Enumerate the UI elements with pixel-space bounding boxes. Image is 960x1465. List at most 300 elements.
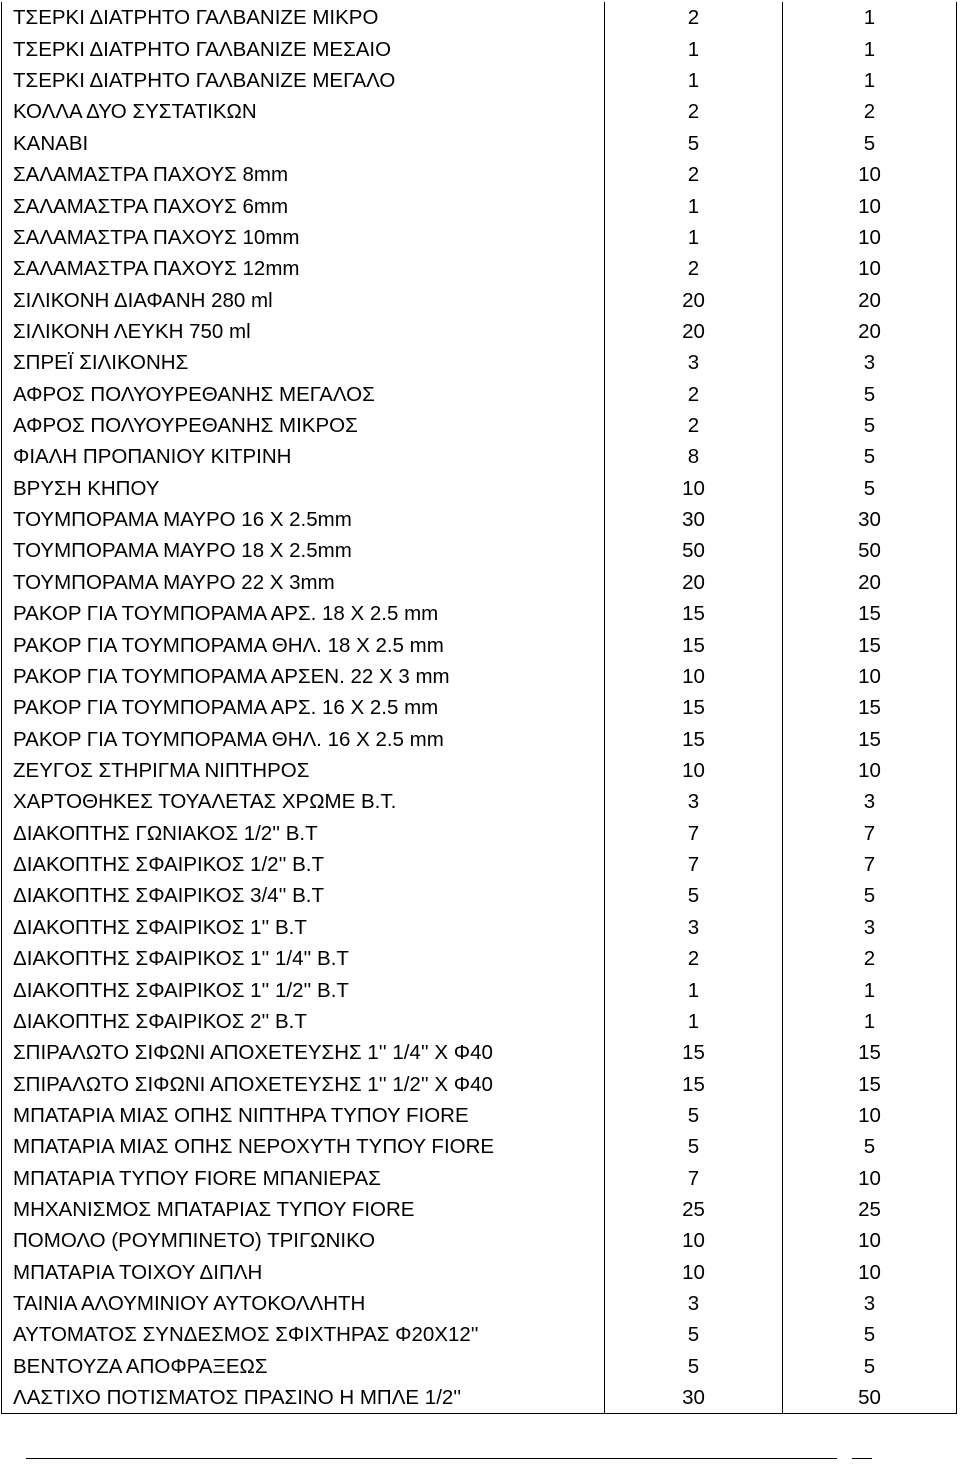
item-description-cell: [2, 347, 605, 378]
quantity-2-cell: [783, 1037, 957, 1068]
quantity-2-cell: [783, 316, 957, 347]
table-row: [2, 692, 957, 723]
quantity-1-cell: [605, 1037, 783, 1068]
quantity-1-cell: [605, 253, 783, 284]
quantity-2-cell: [783, 692, 957, 723]
quantity-2-cell: [783, 817, 957, 848]
item-description-text: ΜΠΑΤΑΡΙΑ ΤΥΠΟΥ FIORE ΜΠΑΝΙΕΡΑΣ: [13, 1166, 381, 1190]
item-description-cell: [2, 849, 605, 880]
quantity-2-text: 2: [863, 947, 876, 971]
item-description-text: ΜΠΑΤΑΡΙΑ ΜΙΑΣ ΟΠΗΣ ΝΕΡΟΧΥΤΗ ΤΥΠΟΥ FIORE: [13, 1135, 495, 1159]
quantity-1-text: 5: [687, 1135, 700, 1159]
materials-table-body: [2, 2, 957, 1413]
item-description-cell: [2, 1288, 605, 1319]
quantity-1-cell: [605, 1319, 783, 1350]
quantity-1-cell: [605, 33, 783, 64]
item-description-cell: [2, 159, 605, 190]
quantity-1-text: 20: [682, 570, 705, 594]
table-row: [2, 1194, 957, 1225]
table-row: [2, 1068, 957, 1099]
item-description-cell: [2, 880, 605, 911]
quantity-2-cell: [783, 378, 957, 409]
item-description-text: ΖΕΥΓΟΣ ΣΤΗΡΙΓΜΑ ΝΙΠΤΗΡΟΣ: [13, 758, 310, 782]
item-description-cell: [2, 33, 605, 64]
item-description-text: ΣΠΙΡΑΛΩΤΟ ΣΙΦΩΝΙ ΑΠΟΧΕΤΕΥΣΗΣ 1'' 1/4'' Χ Φ40: [13, 1041, 493, 1065]
quantity-2-text: 5: [863, 1135, 876, 1159]
quantity-1-cell: [605, 347, 783, 378]
quantity-2-text: 30: [858, 508, 881, 532]
quantity-1-text: 2: [687, 257, 700, 281]
table-row: [2, 1037, 957, 1068]
item-description-text: ΣΙΛΙΚΟΝΗ ΔΙΑΦΑΝΗ 280 ml: [13, 288, 273, 312]
item-description-text: ΤΑΙΝΙΑ ΑΛΟΥΜΙΝΙΟΥ ΑΥΤΟΚΟΛΛΗΤΗ: [13, 1292, 366, 1316]
item-description-text: ΑΦΡΟΣ ΠΟΛΥΟΥΡΕΘΑΝΗΣ ΜΙΚΡΟΣ: [13, 414, 358, 438]
quantity-2-text: 10: [858, 225, 881, 249]
quantity-2-text: 15: [858, 1041, 881, 1065]
quantity-1-cell: [605, 880, 783, 911]
item-description-text: ΜΠΑΤΑΡΙΑ ΤΟΙΧΟΥ ΔΙΠΛΗ: [13, 1260, 263, 1284]
quantity-2-text: 10: [858, 1260, 881, 1284]
table-row: [2, 222, 957, 253]
table-row: [2, 974, 957, 1005]
quantity-2-cell: [783, 723, 957, 754]
quantity-1-text: 15: [682, 633, 705, 657]
quantity-1-cell: [605, 1068, 783, 1099]
item-description-cell: [2, 629, 605, 660]
quantity-2-text: 3: [863, 351, 876, 375]
item-description-cell: [2, 943, 605, 974]
quantity-1-cell: [605, 1131, 783, 1162]
item-description-text: ΔΙΑΚΟΠΤΗΣ ΣΦΑΙΡΙΚΟΣ 1'' 1/2'' Β.Τ: [13, 978, 349, 1002]
item-description-text: ΡΑΚΟΡ ΓΙΑ ΤΟΥΜΠΟΡΑΜΑ ΘΗΛ. 18 Χ 2.5 mm: [13, 633, 444, 657]
quantity-1-text: 15: [682, 727, 705, 751]
item-description-text: ΧΑΡΤΟΘΗΚΕΣ ΤΟΥΑΛΕΤΑΣ ΧΡΩΜΕ Β.Τ.: [13, 790, 397, 814]
quantity-1-cell: [605, 316, 783, 347]
quantity-1-text: 2: [687, 382, 700, 406]
item-description-cell: [2, 504, 605, 535]
quantity-1-text: 1: [687, 1009, 700, 1033]
item-description-text: ΣΠΙΡΑΛΩΤΟ ΣΙΦΩΝΙ ΑΠΟΧΕΤΕΥΣΗΣ 1'' 1/2'' Χ Φ40: [13, 1072, 493, 1096]
quantity-1-cell: [605, 504, 783, 535]
item-description-text: ΤΟΥΜΠΟΡΑΜΑ ΜΑΥΡΟ 18 Χ 2.5mm: [13, 539, 352, 563]
item-description-cell: [2, 1382, 605, 1413]
item-description-text: ΜΠΑΤΑΡΙΑ ΜΙΑΣ ΟΠΗΣ ΝΙΠΤΗΡΑ ΤΥΠΟΥ FIORE: [13, 1103, 469, 1127]
item-description-text: ΛΑΣΤΙΧΟ ΠΟΤΙΣΜΑΤΟΣ ΠΡΑΣΙΝΟ Η ΜΠΛΕ 1/2'': [13, 1385, 462, 1409]
quantity-2-cell: [783, 1256, 957, 1287]
quantity-2-text: 5: [863, 1323, 876, 1347]
quantity-1-cell: [605, 1288, 783, 1319]
quantity-2-cell: [783, 33, 957, 64]
quantity-1-cell: [605, 974, 783, 1005]
quantity-2-cell: [783, 504, 957, 535]
table-row: [2, 441, 957, 472]
item-description-cell: [2, 1068, 605, 1099]
quantity-2-text: 5: [863, 1354, 876, 1378]
quantity-2-cell: [783, 441, 957, 472]
quantity-1-text: 5: [687, 131, 700, 155]
item-description-text: ΤΣΕΡΚΙ ΔΙΑΤΡΗΤΟ ΓΑΛΒΑΝΙΖΕ ΜΙΚΡΟ: [13, 6, 379, 30]
quantity-2-text: 10: [858, 194, 881, 218]
quantity-1-cell: [605, 943, 783, 974]
quantity-1-text: 1: [687, 978, 700, 1002]
table-row: [2, 159, 957, 190]
quantity-1-text: 7: [687, 853, 700, 877]
quantity-2-text: 5: [863, 445, 876, 469]
quantity-2-cell: [783, 786, 957, 817]
quantity-2-text: 10: [858, 758, 881, 782]
table-row: [2, 661, 957, 692]
quantity-1-cell: [605, 723, 783, 754]
quantity-1-cell: [605, 535, 783, 566]
quantity-2-cell: [783, 2, 957, 33]
table-row: [2, 504, 957, 535]
item-description-text: ΑΦΡΟΣ ΠΟΛΥΟΥΡΕΘΑΝΗΣ ΜΕΓΑΛΟΣ: [13, 382, 375, 406]
quantity-1-cell: [605, 911, 783, 942]
item-description-cell: [2, 566, 605, 597]
quantity-2-cell: [783, 222, 957, 253]
table-row: [2, 1350, 957, 1381]
quantity-1-text: 50: [682, 539, 705, 563]
table-row: [2, 817, 957, 848]
item-description-text: ΣΑΛΑΜΑΣΤΡΑ ΠΑΧΟΥΣ 6mm: [13, 194, 289, 218]
quantity-2-cell: [783, 1350, 957, 1381]
quantity-1-cell: [605, 190, 783, 221]
quantity-1-cell: [605, 284, 783, 315]
item-description-text: ΔΙΑΚΟΠΤΗΣ ΣΦΑΙΡΙΚΟΣ 2'' Β.Τ: [13, 1009, 307, 1033]
item-description-text: ΔΙΑΚΟΠΤΗΣ ΣΦΑΙΡΙΚΟΣ 3/4'' Β.Τ: [13, 884, 324, 908]
item-description-cell: [2, 190, 605, 221]
quantity-1-cell: [605, 755, 783, 786]
quantity-2-cell: [783, 755, 957, 786]
table-row: [2, 1100, 957, 1131]
quantity-2-cell: [783, 849, 957, 880]
quantity-1-cell: [605, 1006, 783, 1037]
quantity-2-text: 10: [858, 163, 881, 187]
table-row: [2, 1006, 957, 1037]
item-description-text: ΔΙΑΚΟΠΤΗΣ ΓΩΝΙΑΚΟΣ 1/2'' Β.Τ: [13, 821, 318, 845]
quantity-1-cell: [605, 1350, 783, 1381]
item-description-cell: [2, 1162, 605, 1193]
item-description-text: ΤΟΥΜΠΟΡΑΜΑ ΜΑΥΡΟ 22 Χ 3mm: [13, 570, 335, 594]
quantity-2-cell: [783, 911, 957, 942]
quantity-1-cell: [605, 849, 783, 880]
quantity-2-text: 15: [858, 602, 881, 626]
quantity-2-cell: [783, 1319, 957, 1350]
quantity-2-cell: [783, 974, 957, 1005]
item-description-text: ΤΣΕΡΚΙ ΔΙΑΤΡΗΤΟ ΓΑΛΒΑΝΙΖΕ ΜΕΓΑΛΟ: [13, 69, 396, 93]
quantity-1-cell: [605, 159, 783, 190]
quantity-2-text: 1: [863, 6, 876, 30]
item-description-cell: [2, 96, 605, 127]
table-row: [2, 2, 957, 33]
item-description-cell: [2, 65, 605, 96]
table-row: [2, 253, 957, 284]
table-row: [2, 316, 957, 347]
item-description-text: ΑΥΤΟΜΑΤΟΣ ΣΥΝΔΕΣΜΟΣ ΣΦΙΧΤΗΡΑΣ Φ20Χ12'': [13, 1323, 479, 1347]
quantity-1-text: 5: [687, 1103, 700, 1127]
item-description-text: ΡΑΚΟΡ ΓΙΑ ΤΟΥΜΠΟΡΑΜΑ ΑΡΣ. 16 Χ 2.5 mm: [13, 696, 439, 720]
quantity-2-cell: [783, 566, 957, 597]
quantity-1-text: 30: [682, 508, 705, 532]
quantity-1-cell: [605, 1225, 783, 1256]
quantity-2-text: 7: [863, 853, 876, 877]
item-description-text: ΤΟΥΜΠΟΡΑΜΑ ΜΑΥΡΟ 16 Χ 2.5mm: [13, 508, 352, 532]
quantity-1-text: 3: [687, 790, 700, 814]
table-row: [2, 755, 957, 786]
quantity-1-text: 5: [687, 1323, 700, 1347]
quantity-1-text: 1: [687, 37, 700, 61]
quantity-2-text: 5: [863, 382, 876, 406]
quantity-2-cell: [783, 598, 957, 629]
table-row: [2, 1225, 957, 1256]
quantity-2-cell: [783, 1100, 957, 1131]
quantity-1-cell: [605, 1100, 783, 1131]
item-description-cell: [2, 598, 605, 629]
quantity-1-text: 10: [682, 1229, 705, 1253]
table-row: [2, 378, 957, 409]
quantity-1-text: 8: [687, 445, 700, 469]
table-row: [2, 566, 957, 597]
item-description-text: ΦΙΑΛΗ ΠΡΟΠΑΝΙΟΥ ΚΙΤΡΙΝΗ: [13, 445, 292, 469]
quantity-1-cell: [605, 598, 783, 629]
quantity-1-text: 2: [687, 947, 700, 971]
quantity-1-cell: [605, 410, 783, 441]
quantity-2-text: 5: [863, 476, 876, 500]
quantity-1-text: 7: [687, 821, 700, 845]
quantity-2-cell: [783, 127, 957, 158]
table-row: [2, 1382, 957, 1413]
quantity-2-cell: [783, 880, 957, 911]
quantity-2-text: 50: [858, 1385, 881, 1409]
item-description-text: ΔΙΑΚΟΠΤΗΣ ΣΦΑΙΡΙΚΟΣ 1/2'' Β.Τ: [13, 853, 324, 877]
quantity-1-text: 5: [687, 884, 700, 908]
quantity-2-cell: [783, 159, 957, 190]
quantity-2-cell: [783, 1225, 957, 1256]
quantity-2-cell: [783, 253, 957, 284]
quantity-2-text: 15: [858, 1072, 881, 1096]
quantity-1-cell: [605, 96, 783, 127]
table-row: [2, 535, 957, 566]
quantity-1-text: 20: [682, 319, 705, 343]
quantity-2-cell: [783, 1194, 957, 1225]
item-description-cell: [2, 974, 605, 1005]
item-description-cell: [2, 723, 605, 754]
table-row: [2, 65, 957, 96]
item-description-cell: [2, 535, 605, 566]
quantity-2-text: 1: [863, 978, 876, 1002]
item-description-cell: [2, 1350, 605, 1381]
quantity-1-cell: [605, 127, 783, 158]
quantity-1-text: 3: [687, 915, 700, 939]
quantity-1-cell: [605, 661, 783, 692]
quantity-2-text: 15: [858, 633, 881, 657]
quantity-2-text: 25: [858, 1198, 881, 1222]
table-row: [2, 943, 957, 974]
quantity-2-text: 20: [858, 288, 881, 312]
item-description-text: ΚΟΛΛΑ ΔΥΟ ΣΥΣΤΑΤΙΚΩΝ: [13, 100, 257, 124]
quantity-1-text: 15: [682, 602, 705, 626]
item-description-cell: [2, 472, 605, 503]
quantity-1-text: 2: [687, 100, 700, 124]
item-description-cell: [2, 755, 605, 786]
table-row: [2, 1162, 957, 1193]
item-description-cell: [2, 1256, 605, 1287]
item-description-cell: [2, 253, 605, 284]
quantity-2-text: 10: [858, 1103, 881, 1127]
table-row: [2, 1256, 957, 1287]
quantity-2-text: 5: [863, 131, 876, 155]
quantity-1-cell: [605, 1382, 783, 1413]
item-description-cell: [2, 441, 605, 472]
item-description-text: ΣΙΛΙΚΟΝΗ ΛΕΥΚΗ 750 ml: [13, 319, 251, 343]
quantity-2-text: 15: [858, 696, 881, 720]
quantity-1-text: 10: [682, 664, 705, 688]
quantity-2-cell: [783, 65, 957, 96]
table-row: [2, 1288, 957, 1319]
quantity-1-cell: [605, 1162, 783, 1193]
item-description-cell: [2, 410, 605, 441]
quantity-1-cell: [605, 817, 783, 848]
quantity-1-cell: [605, 441, 783, 472]
item-description-text: ΚΑΝΑΒΙ: [13, 131, 89, 155]
quantity-2-cell: [783, 943, 957, 974]
quantity-1-cell: [605, 472, 783, 503]
item-description-cell: [2, 1131, 605, 1162]
table-row: [2, 190, 957, 221]
quantity-2-cell: [783, 347, 957, 378]
item-description-text: ΒΕΝΤΟΥΖΑ ΑΠΟΦΡΑΞΕΩΣ: [13, 1354, 268, 1378]
quantity-2-text: 15: [858, 727, 881, 751]
quantity-1-text: 7: [687, 1166, 700, 1190]
table-row: [2, 347, 957, 378]
table-row: [2, 723, 957, 754]
quantity-1-cell: [605, 786, 783, 817]
quantity-2-text: 10: [858, 1229, 881, 1253]
quantity-1-cell: [605, 566, 783, 597]
quantity-2-text: 1: [863, 37, 876, 61]
quantity-1-cell: [605, 222, 783, 253]
table-row: [2, 786, 957, 817]
quantity-2-text: 10: [858, 664, 881, 688]
item-description-cell: [2, 1319, 605, 1350]
item-description-cell: [2, 786, 605, 817]
item-description-cell: [2, 2, 605, 33]
table-row: [2, 911, 957, 942]
quantity-1-text: 3: [687, 1292, 700, 1316]
table-row: [2, 127, 957, 158]
quantity-2-cell: [783, 661, 957, 692]
quantity-2-cell: [783, 1382, 957, 1413]
item-description-text: ΣΑΛΑΜΑΣΤΡΑ ΠΑΧΟΥΣ 8mm: [13, 163, 289, 187]
table-row: [2, 33, 957, 64]
quantity-2-cell: [783, 629, 957, 660]
item-description-text: ΡΑΚΟΡ ΓΙΑ ΤΟΥΜΠΟΡΑΜΑ ΑΡΣ. 18 Χ 2.5 mm: [13, 602, 439, 626]
quantity-2-text: 5: [863, 884, 876, 908]
table-row: [2, 96, 957, 127]
quantity-1-text: 5: [687, 1354, 700, 1378]
quantity-2-cell: [783, 472, 957, 503]
item-description-cell: [2, 1100, 605, 1131]
item-description-cell: [2, 127, 605, 158]
signature-line: [26, 1458, 837, 1459]
quantity-2-cell: [783, 190, 957, 221]
quantity-2-text: 20: [858, 570, 881, 594]
quantity-1-cell: [605, 65, 783, 96]
item-description-cell: [2, 222, 605, 253]
item-description-text: ΜΗΧΑΝΙΣΜΟΣ ΜΠΑΤΑΡΙΑΣ ΤΥΠΟΥ FIORE: [13, 1198, 415, 1222]
quantity-1-text: 20: [682, 288, 705, 312]
quantity-2-cell: [783, 1288, 957, 1319]
quantity-1-text: 15: [682, 696, 705, 720]
quantity-1-cell: [605, 1194, 783, 1225]
quantity-1-cell: [605, 1256, 783, 1287]
table-row: [2, 410, 957, 441]
table-row: [2, 1131, 957, 1162]
quantity-2-cell: [783, 1162, 957, 1193]
quantity-2-text: 20: [858, 319, 881, 343]
quantity-1-text: 2: [687, 163, 700, 187]
table-row: [2, 284, 957, 315]
item-description-cell: [2, 817, 605, 848]
quantity-2-cell: [783, 284, 957, 315]
quantity-2-text: 10: [858, 1166, 881, 1190]
item-description-cell: [2, 284, 605, 315]
table-row: [2, 880, 957, 911]
item-description-text: ΡΑΚΟΡ ΓΙΑ ΤΟΥΜΠΟΡΑΜΑ ΑΡΣΕΝ. 22 Χ 3 mm: [13, 664, 450, 688]
quantity-2-text: 50: [858, 539, 881, 563]
quantity-2-cell: [783, 1006, 957, 1037]
quantity-2-text: 7: [863, 821, 876, 845]
table-row: [2, 1319, 957, 1350]
item-description-text: ΡΑΚΟΡ ΓΙΑ ΤΟΥΜΠΟΡΑΜΑ ΘΗΛ. 16 Χ 2.5 mm: [13, 727, 444, 751]
quantity-1-text: 15: [682, 1041, 705, 1065]
quantity-1-text: 2: [687, 414, 700, 438]
item-description-text: ΤΣΕΡΚΙ ΔΙΑΤΡΗΤΟ ΓΑΛΒΑΝΙΖΕ ΜΕΣΑΙΟ: [13, 37, 392, 61]
table-row: [2, 849, 957, 880]
table-row: [2, 472, 957, 503]
item-description-text: ΔΙΑΚΟΠΤΗΣ ΣΦΑΙΡΙΚΟΣ 1'' 1/4'' Β.Τ: [13, 947, 349, 971]
item-description-cell: [2, 911, 605, 942]
quantity-2-cell: [783, 410, 957, 441]
quantity-1-text: 10: [682, 1260, 705, 1284]
quantity-2-cell: [783, 1131, 957, 1162]
item-description-cell: [2, 1225, 605, 1256]
quantity-2-text: 1: [863, 1009, 876, 1033]
table-row: [2, 598, 957, 629]
quantity-1-text: 15: [682, 1072, 705, 1096]
quantity-1-text: 3: [687, 351, 700, 375]
quantity-2-text: 2: [863, 100, 876, 124]
item-description-text: ΔΙΑΚΟΠΤΗΣ ΣΦΑΙΡΙΚΟΣ 1'' Β.Τ: [13, 915, 307, 939]
item-description-text: ΠΟΜΟΛΟ (ΡΟΥΜΠΙΝΕΤΟ) ΤΡΙΓΩΝΙΚΟ: [13, 1229, 376, 1253]
quantity-2-text: 5: [863, 414, 876, 438]
quantity-2-text: 3: [863, 1292, 876, 1316]
quantity-1-text: 1: [687, 69, 700, 93]
quantity-1-text: 10: [682, 758, 705, 782]
quantity-1-text: 1: [687, 225, 700, 249]
quantity-1-text: 25: [682, 1198, 705, 1222]
quantity-2-text: 3: [863, 790, 876, 814]
item-description-text: ΣΠΡΕΪ ΣΙΛΙΚΟΝΗΣ: [13, 351, 189, 375]
item-description-text: ΒΡΥΣΗ ΚΗΠΟΥ: [13, 476, 160, 500]
quantity-2-text: 3: [863, 915, 876, 939]
materials-table: [1, 2, 957, 1414]
quantity-1-cell: [605, 2, 783, 33]
quantity-2-cell: [783, 96, 957, 127]
item-description-text: ΣΑΛΑΜΑΣΤΡΑ ΠΑΧΟΥΣ 10mm: [13, 225, 300, 249]
quantity-1-text: 2: [687, 6, 700, 30]
quantity-1-cell: [605, 378, 783, 409]
